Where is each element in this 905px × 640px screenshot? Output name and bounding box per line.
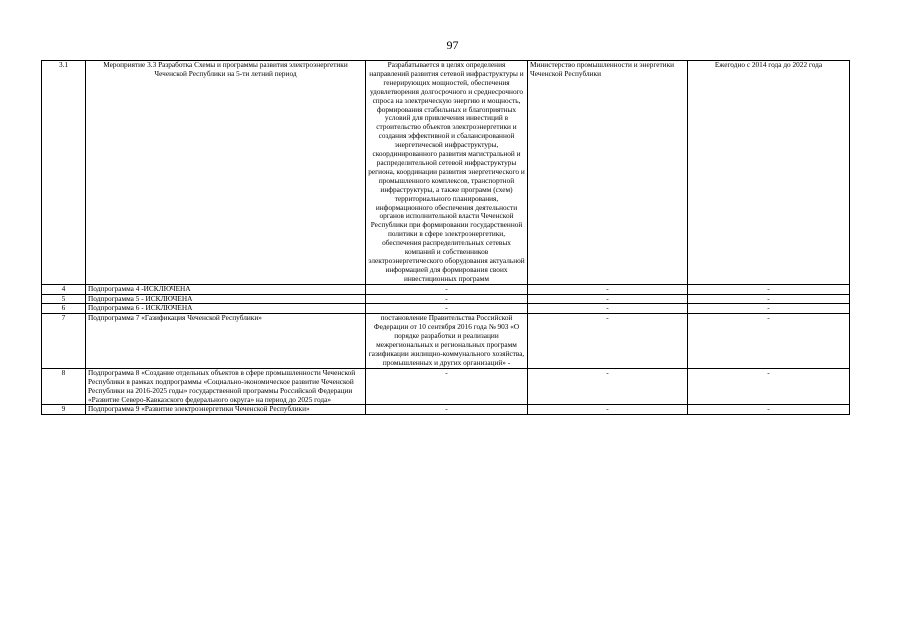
measure-basis: - (366, 294, 528, 304)
measure-executor: - (528, 304, 688, 314)
measure-name: Подпрограмма 5 - ИСКЛЮЧЕНА (86, 294, 366, 304)
page-number: 97 (446, 38, 459, 52)
table-row (42, 314, 850, 368)
table-row (42, 284, 850, 294)
measure-period: - (688, 314, 850, 368)
row-number: 3.1 (42, 61, 86, 285)
measure-period: Ежегодно с 2014 года до 2022 года (688, 61, 850, 285)
measure-period: - (688, 304, 850, 314)
measure-executor: - (528, 314, 688, 368)
measure-executor: - (528, 405, 688, 415)
table-row (42, 405, 850, 415)
measure-name: Подпрограмма 9 «Развитие электроэнергетики Чеченской Республики» (86, 405, 366, 415)
measure-executor: - (528, 368, 688, 405)
measure-basis: - (366, 284, 528, 294)
table-row (42, 368, 850, 405)
measure-basis: - (366, 304, 528, 314)
measure-executor: - (528, 284, 688, 294)
measure-period: - (688, 294, 850, 304)
measure-period: - (688, 368, 850, 405)
measure-basis: - (366, 405, 528, 415)
measure-executor: Министерство промышленности и энергетики Чеченской Республики (528, 61, 688, 285)
row-number: 7 (42, 314, 86, 368)
measure-period: - (688, 405, 850, 415)
measure-basis: Разрабатывается в целях определения направлений развития сетевой инфраструктуры и генерирующих мощностей, обеспечения удовлетворения долгосрочного и среднесрочного спроса на электрическую энергию и мощность, формирования стабильных и благоприятных условий для привлечения инвестиций в строительство объектов электроэнергетики и создания эффективной и сбалансированной энергетической инфраструктуры, скоординированного развития магистральной и распределительной сетевой инфраструктуры региона, координации развития энергетического и промышленного комплексов, транспортной инфраструктуры, а также программ (схем) территориального планирования, информационного обеспечения деятельности органов исполнительной власти Чеченской Республики при формировании государственной политики в сфере электроэнергетики, обеспечения распределительных сетевых компаний и собственников электроэнергетического оборудования актуальной информацией для формирования своих инвестиционных программ (366, 61, 528, 285)
program-table (41, 60, 850, 415)
table-row (42, 304, 850, 314)
measure-executor: - (528, 294, 688, 304)
measure-name: Подпрограмма 7 «Газификация Чеченской Республики» (86, 314, 366, 368)
row-number: 4 (42, 284, 86, 294)
measure-basis: постановление Правительства Российской Федерации от 10 сентября 2016 года № 903 «О порядке разработки и реализации межрегиональных и региональных программ газификации жилищно-коммунального хозяйства, промышленных и других организаций» - (366, 314, 528, 368)
table-row (42, 61, 850, 285)
table-row (42, 294, 850, 304)
measure-name: Подпрограмма 6 - ИСКЛЮЧЕНА (86, 304, 366, 314)
measure-period: - (688, 284, 850, 294)
measure-name: Подпрограмма 4 -ИСКЛЮЧЕНА (86, 284, 366, 294)
row-number: 9 (42, 405, 86, 415)
row-number: 8 (42, 368, 86, 405)
row-number: 5 (42, 294, 86, 304)
measure-name: Подпрограмма 8 «Создание отдельных объектов в сфере промышленности Чеченской Республики в рамках подпрограммы «Социально-экономическое развитие Чеченской Республики на 2016-2025 годы» государственной программы Российской Федерации «Развитие Северо-Кавказского федерального округа» на период до 2025 года» (86, 368, 366, 405)
row-number: 6 (42, 304, 86, 314)
measure-basis: - (366, 368, 528, 405)
measure-name: Мероприятие 3.3 Разработка Схемы и программы развития электроэнергетики Чеченской Республики на 5-ти летний период (86, 61, 366, 285)
